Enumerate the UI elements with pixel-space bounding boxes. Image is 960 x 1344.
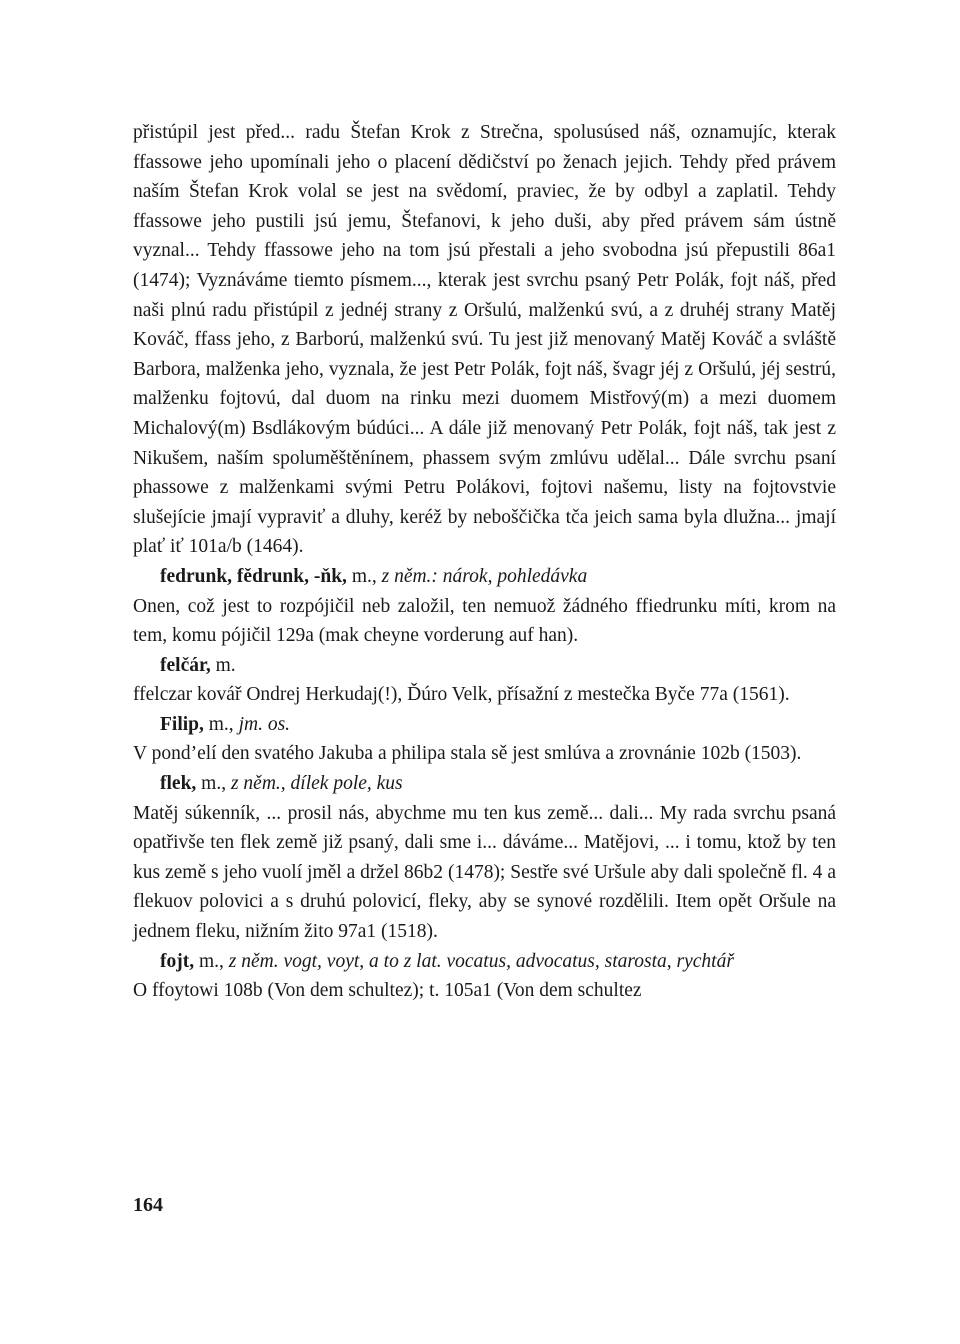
- grammar-note: m.,: [194, 950, 229, 972]
- entry-heading-fojt: [133, 947, 836, 977]
- paragraph-fassowe-citations: přistúpil jest před... radu Štefan Krok z Strečna, spolusúsed náš, oznamujíc, kterak ffassowe jeho upomínali jeho o placení dědičství po ženach jejich. Tehdy před právem naším Štefan Krok volal se jest na svědomí, praviec, že by odbyl a zaplatil. Tehdy ffassowe jeho pustili jsú jemu, Štefanovi, k jeho duši, aby před právem sám ústně vyznal... Tehdy ffassowe jeho na tom jsú přestali a jeho svobodna jsú přepustili 86a1 (1474); Vyznáváme tiemto písmem..., kterak jest svrchu psaný Petr Polák, fojt náš, před naši plnú radu přistúpil z jednéj strany z Oršulú, malženkú svú, a z druhéj strany Matěj Kováč, ffass jeho, z Barború, malženkú svú. Tu jest již menovaný Matěj Kováč a svláště Barbora, malženka jeho, vyznala, že jest Petr Polák, fojt náš, švagr jéj z Oršulú, jéj sestrú, malženku fojtovú, dal duom na rinku mezi duomem Mistřový(m) a mezi duomem Michalový(m) Bsdlákovým búdúci... A dále již menovaný Petr Polák, fojt náš, tak jest z Nikušem, naším spoluměštěnínem, phassem svým zmlúvu udělal... Dále svrchu psaní phassowe z malženkami svými Petru Polákovi, fojtovi našemu, listy na fojtovstvie slušejície jmají vypraviť a dluhy, keréž by neboščička tča jeich sama byla dlužna... jmají plať iť 101a/b (1464).: [133, 122, 836, 558]
- entry-heading-flek: [133, 769, 836, 799]
- headword: flek,: [160, 773, 197, 795]
- entry-body-fojt: O ffoytowi 108b (Von dem schultez); t. 105a1 (Von dem schultez: [133, 980, 642, 1002]
- entry-body-flek: Matěj súkenník, ... prosil nás, abychme mu ten kus země... dali... My rada svrchu psaná opatřivše ten flek země již psaný, dali sme i... dáváme... Matějovi, ... i tomu, ktož by ten kus země s jeho vuolí jměl a držel 86b2 (1478); Sestře své Uršule aby dali společně fl. 4 a flekuov polovici a s druhú polovicí, fleky, aby se synové rozdělili. Item opět Oršule na jednem fleku, nižním žito 97a1 (1518).: [133, 802, 836, 943]
- headword: fedrunk, fědrunk, -ňk,: [160, 565, 347, 587]
- headword: felčár,: [160, 654, 211, 676]
- gloss: z něm., dílek pole, kus: [230, 773, 403, 795]
- grammar-note: m.: [210, 654, 236, 676]
- grammar-note: m.,: [196, 773, 231, 795]
- gloss: z něm.: nárok, pohledávka: [381, 565, 588, 587]
- headword: Filip,: [160, 713, 204, 735]
- headword: fojt,: [160, 950, 195, 972]
- page-number: 164: [133, 1194, 163, 1216]
- entry-heading-filip: [133, 710, 836, 740]
- grammar-note: m.,: [346, 565, 382, 587]
- grammar-note: m.,: [203, 713, 239, 735]
- gloss: jm. os.: [238, 713, 291, 735]
- entry-heading-felcar: [133, 651, 836, 681]
- entry-body-fedrunk: Onen, což jest to rozpójičil neb založil, ten nemuož žádného ffiedrunku míti, krom na tem, komu pójičil 129a (mak cheyne vorderung auf han).: [133, 595, 836, 647]
- gloss: z něm. vogt, voyt, a to z lat. vocatus, advocatus, starosta, rychtář: [228, 950, 734, 972]
- entry-body-felcar: ffelczar kovář Ondrej Herkudaj(!), Ďúro Velk, přísažní z mestečka Byče 77a (1561).: [133, 684, 790, 706]
- page-body: [133, 118, 836, 1006]
- entry-body-filip: V pond’elí den svatého Jakuba a philipa stala sě jest smlúva a zrovnánie 102b (1503).: [133, 743, 802, 765]
- entry-heading-fedrunk: [133, 562, 836, 592]
